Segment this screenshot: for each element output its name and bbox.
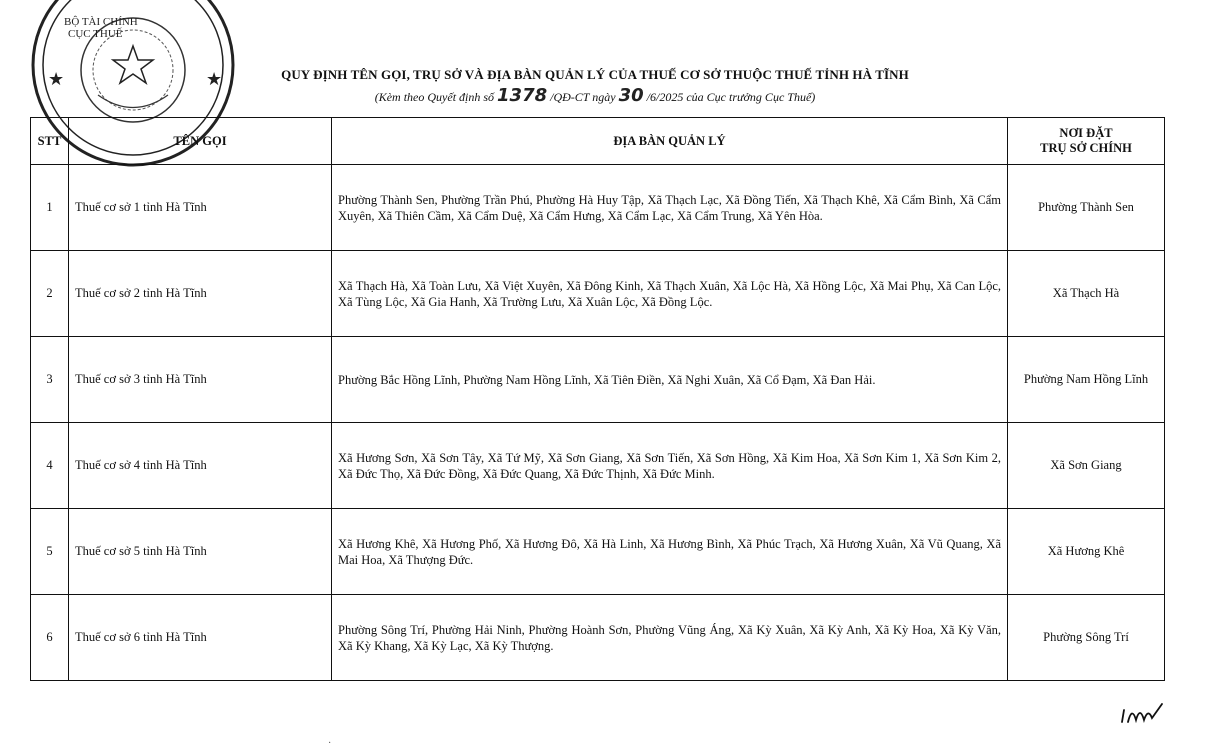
decision-number-handwritten: 1378 [497,85,548,106]
table-row [31,509,1165,595]
cell-stt: 5 [31,509,69,595]
document-header [230,67,960,106]
cell-area: Phường Bắc Hồng Lĩnh, Phường Nam Hồng Lĩnh, Xã Tiên Điền, Xã Nghi Xuân, Xã Cổ Đạm, Xã Đan Hải. [332,337,1008,423]
header-office-line2: TRỤ SỞ CHÍNH [1040,141,1132,155]
seal-org-line1: BỘ TÀI CHÍNH [64,16,138,28]
cell-name: Thuế cơ sở 4 tỉnh Hà Tĩnh [69,423,332,509]
document-subtitle [230,85,960,106]
page-speck: · [328,738,332,749]
cell-name: Thuế cơ sở 3 tỉnh Hà Tĩnh [69,337,332,423]
cell-area: Xã Thạch Hà, Xã Toàn Lưu, Xã Việt Xuyên, Xã Đông Kinh, Xã Thạch Xuân, Xã Lộc Hà, Xã Hồng Lộc, Xã Mai Phụ, Xã Can Lộc, Xã Tùng Lộc, Xã Gia Hanh, Xã Trường Lưu, Xã Xuân Lộc, Xã Đồng Lộc. [332,251,1008,337]
subtitle-mid: /QĐ-CT ngày [550,90,616,104]
cell-stt: 4 [31,423,69,509]
header-office-line1: NƠI ĐẶT [1059,126,1113,140]
table-row [31,337,1165,423]
handwritten-initials [1118,700,1168,728]
cell-area: Xã Hương Sơn, Xã Sơn Tây, Xã Tứ Mỹ, Xã Sơn Giang, Xã Sơn Tiến, Xã Sơn Hồng, Xã Kim Hoa, Xã Sơn Kim 1, Xã Sơn Kim 2, Xã Đức Thọ, Xã Đức Đồng, Xã Đức Quang, Xã Đức Thịnh, Xã Đức Minh. [332,423,1008,509]
cell-area: Phường Sông Trí, Phường Hải Ninh, Phường Hoành Sơn, Phường Vũng Áng, Xã Kỳ Xuân, Xã Kỳ Anh, Xã Kỳ Hoa, Xã Kỳ Văn, Xã Kỳ Khang, Xã Kỳ Lạc, Xã Kỳ Thượng. [332,595,1008,681]
cell-name: Thuế cơ sở 2 tỉnh Hà Tĩnh [69,251,332,337]
cell-stt: 3 [31,337,69,423]
header-office [1008,118,1165,165]
table-row [31,595,1165,681]
cell-office: Phường Sông Trí [1008,595,1165,681]
table-header-row [31,118,1165,165]
subtitle-pre: (Kèm theo Quyết định số [374,90,495,104]
decision-day-handwritten: 30 [618,85,644,106]
cell-name: Thuế cơ sở 6 tỉnh Hà Tĩnh [69,595,332,681]
cell-office: Phường Nam Hồng Lĩnh [1008,337,1165,423]
cell-area: Phường Thành Sen, Phường Trần Phú, Phường Hà Huy Tập, Xã Thạch Lạc, Xã Đồng Tiến, Xã Thạch Khê, Xã Cẩm Bình, Xã Cẩm Xuyên, Xã Thiên Cầm, Xã Cẩm Duệ, Xã Cẩm Hưng, Xã Cẩm Lạc, Xã Cẩm Trung, Xã Yên Hòa. [332,165,1008,251]
cell-name: Thuế cơ sở 5 tỉnh Hà Tĩnh [69,509,332,595]
cell-stt: 2 [31,251,69,337]
cell-area: Xã Hương Khê, Xã Hương Phố, Xã Hương Đô, Xã Hà Linh, Xã Hương Bình, Xã Phúc Trạch, Xã Hương Xuân, Xã Vũ Quang, Xã Mai Hoa, Xã Thượng Đức. [332,509,1008,595]
cell-stt: 1 [31,165,69,251]
cell-office: Xã Thạch Hà [1008,251,1165,337]
subtitle-post: /6/2025 của Cục trưởng Cục Thuế) [646,90,816,104]
cell-office: Phường Thành Sen [1008,165,1165,251]
document-title: QUY ĐỊNH TÊN GỌI, TRỤ SỞ VÀ ĐỊA BÀN QUẢN LÝ CỦA THUẾ CƠ SỞ THUỘC THUẾ TỈNH HÀ TĨNH [281,67,909,82]
tax-office-table [30,117,1165,681]
svg-text:★: ★ [48,69,65,89]
seal-text [64,16,138,40]
seal-org-line2: CỤC THUẾ [68,28,123,40]
cell-office: Xã Hương Khê [1008,509,1165,595]
svg-text:★: ★ [206,69,223,89]
header-area: ĐỊA BÀN QUẢN LÝ [332,118,1008,165]
table-row [31,251,1165,337]
cell-stt: 6 [31,595,69,681]
table-row [31,423,1165,509]
cell-office: Xã Sơn Giang [1008,423,1165,509]
table-row [31,165,1165,251]
header-stt: STT [31,118,69,165]
header-name: TÊN GỌI [69,118,332,165]
cell-name: Thuế cơ sở 1 tỉnh Hà Tĩnh [69,165,332,251]
